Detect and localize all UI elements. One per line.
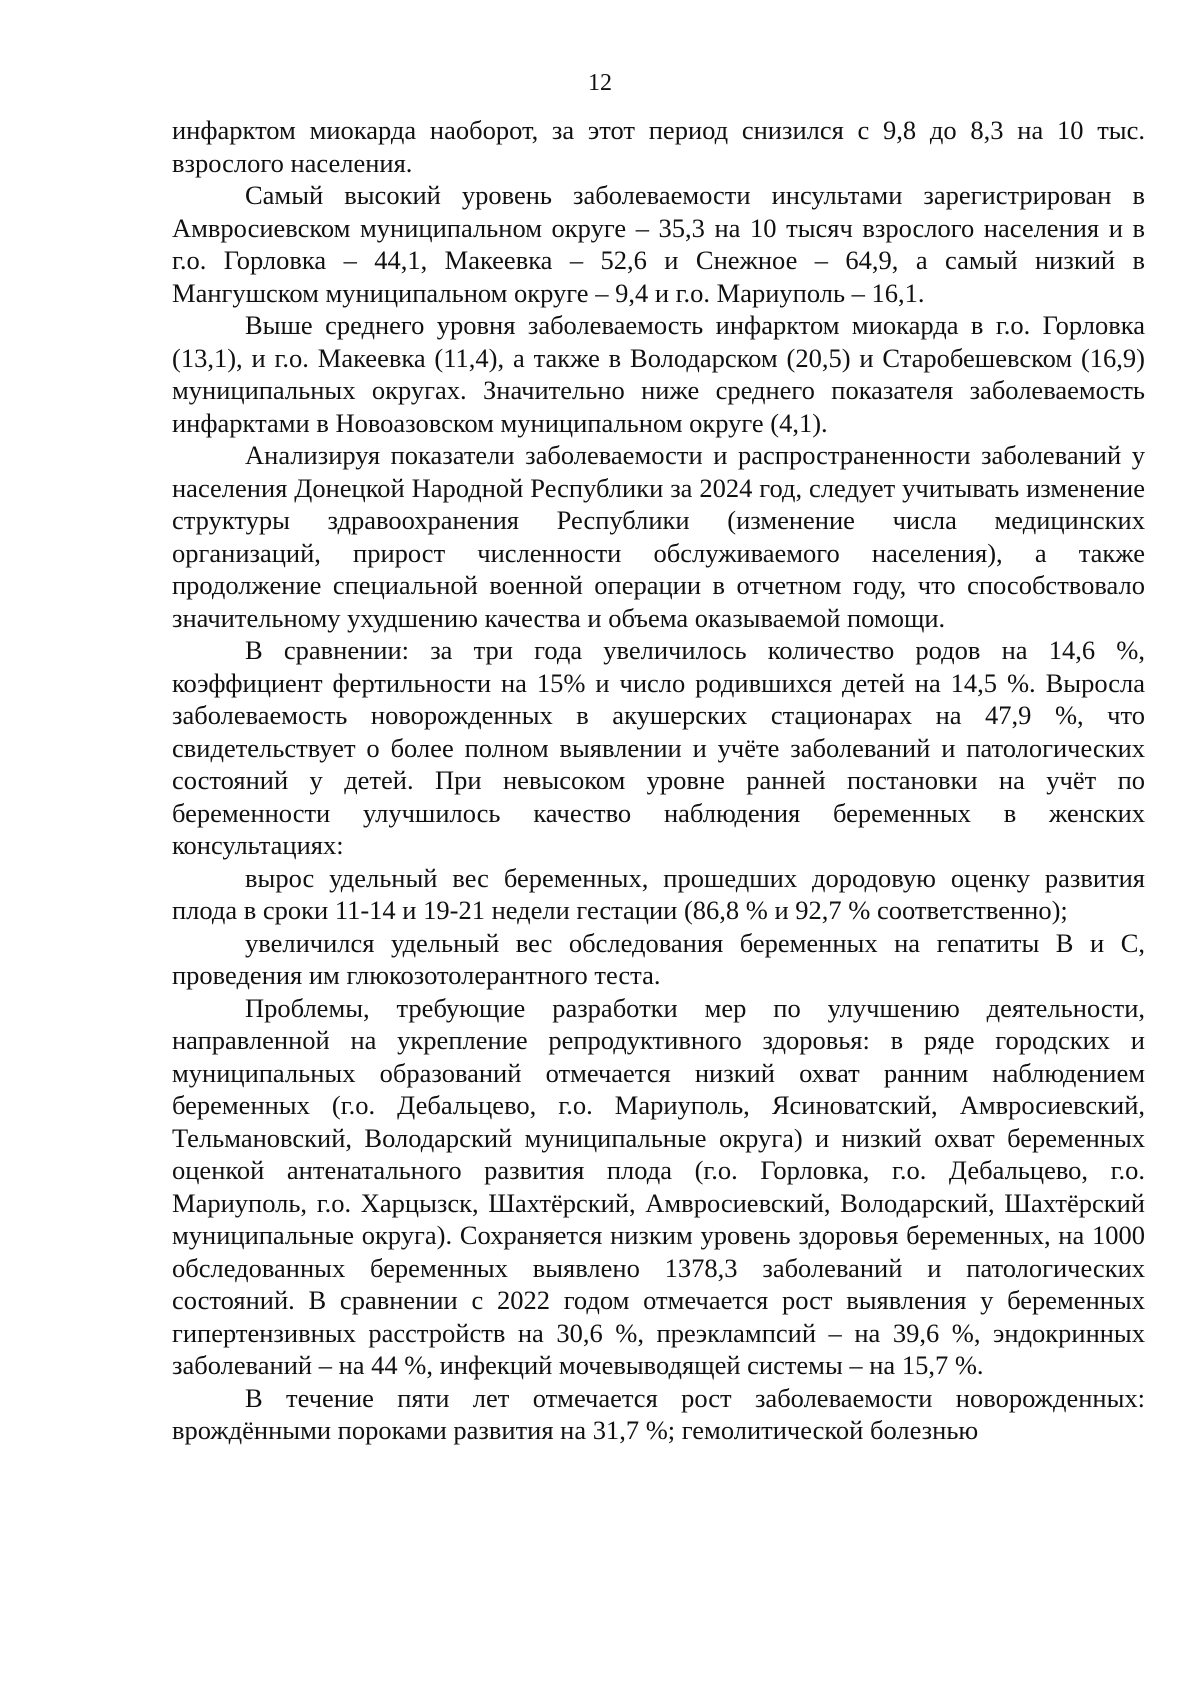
- paragraph-9: В течение пяти лет отмечается рост заболеваемости новорожденных: врождёнными пороками развития на 31,7 %; гемолитической болезнью: [172, 1382, 1145, 1445]
- document-body: [172, 114, 1145, 1447]
- paragraph-2: Самый высокий уровень заболеваемости инсультами зарегистрирован в Амвросиевском муниципальном округе – 35,3 на 10 тысяч взрослого населения и в г.о. Горловка – 44,1, Макеевка – 52,6 и Снежное – 64,9, а самый низкий в Мангушском муниципальном округе – 9,4 и г.о. Мариуполь – 16,1.: [172, 180, 1145, 308]
- paragraph-7: увеличился удельный вес обследования беременных на гепатиты В и С, проведения им глюкозотолерантного теста.: [172, 927, 1145, 990]
- paragraph-1: инфарктом миокарда наоборот, за этот период снизился с 9,8 до 8,3 на 10 тыс. взрослого населения.: [172, 115, 1145, 178]
- page-number: 12: [588, 70, 612, 96]
- paragraph-4: Анализируя показатели заболеваемости и распространенности заболеваний у населения Донецкой Народной Республики за 2024 год, следует учитывать изменение структуры здравоохранения Республики (изменение числа медицинских организаций, прирост численности обслуживаемого населения), а также продолжение специальной военной операции в отчетном году, что способствовало значительному ухудшению качества и объема оказываемой помощи.: [172, 440, 1145, 633]
- paragraph-5: В сравнении: за три года увеличилось количество родов на 14,6 %, коэффициент фертильности на 15% и число родившихся детей на 14,5 %. Выросла заболеваемость новорожденных в акушерских стационарах на 47,9 %, что свидетельствует о более полном выявлении и учёте заболеваний и патологических состояний у детей. При невысоком уровне ранней постановки на учёт по беременности улучшилось качество наблюдения беременных в женских консультациях:: [172, 635, 1145, 860]
- paragraph-8: Проблемы, требующие разработки мер по улучшению деятельности, направленной на укрепление репродуктивного здоровья: в ряде городских и муниципальных образований отмечается низкий охват ранним наблюдением беременных (г.о. Дебальцево, г.о. Мариуполь, Ясиноватский, Амвросиевский, Тельмановский, Володарский муниципальные округа) и низкий охват беременных оценкой антенатального развития плода (г.о. Горловка, г.о. Дебальцево, г.о. Мариуполь, г.о. Харцызск, Шахтёрский, Амвросиевский, Володарский, Шахтёрский муниципальные округа). Сохраняется низким уровень здоровья беременных, на 1000 обследованных беременных выявлено 1378,3 заболеваний и патологических состояний. В сравнении с 2022 годом отмечается рост выявления у беременных гипертензивных расстройств на 30,6 %, преэклампсий – на 39,6 %, эндокринных заболеваний – на 44 %, инфекций мочевыводящей системы – на 15,7 %.: [172, 992, 1145, 1380]
- paragraph-3: Выше среднего уровня заболеваемость инфарктом миокарда в г.о. Горловка (13,1), и г.о. Макеевка (11,4), а также в Володарском (20,5) и Старобешевском (16,9) муниципальных округах. Значительно ниже среднего показателя заболеваемость инфарктами в Новоазовском муниципальном округе (4,1).: [172, 310, 1145, 438]
- paragraph-6: вырос удельный вес беременных, прошедших дородовую оценку развития плода в сроки 11-14 и 19-21 недели гестации (86,8 % и 92,7 % соответственно);: [172, 862, 1145, 925]
